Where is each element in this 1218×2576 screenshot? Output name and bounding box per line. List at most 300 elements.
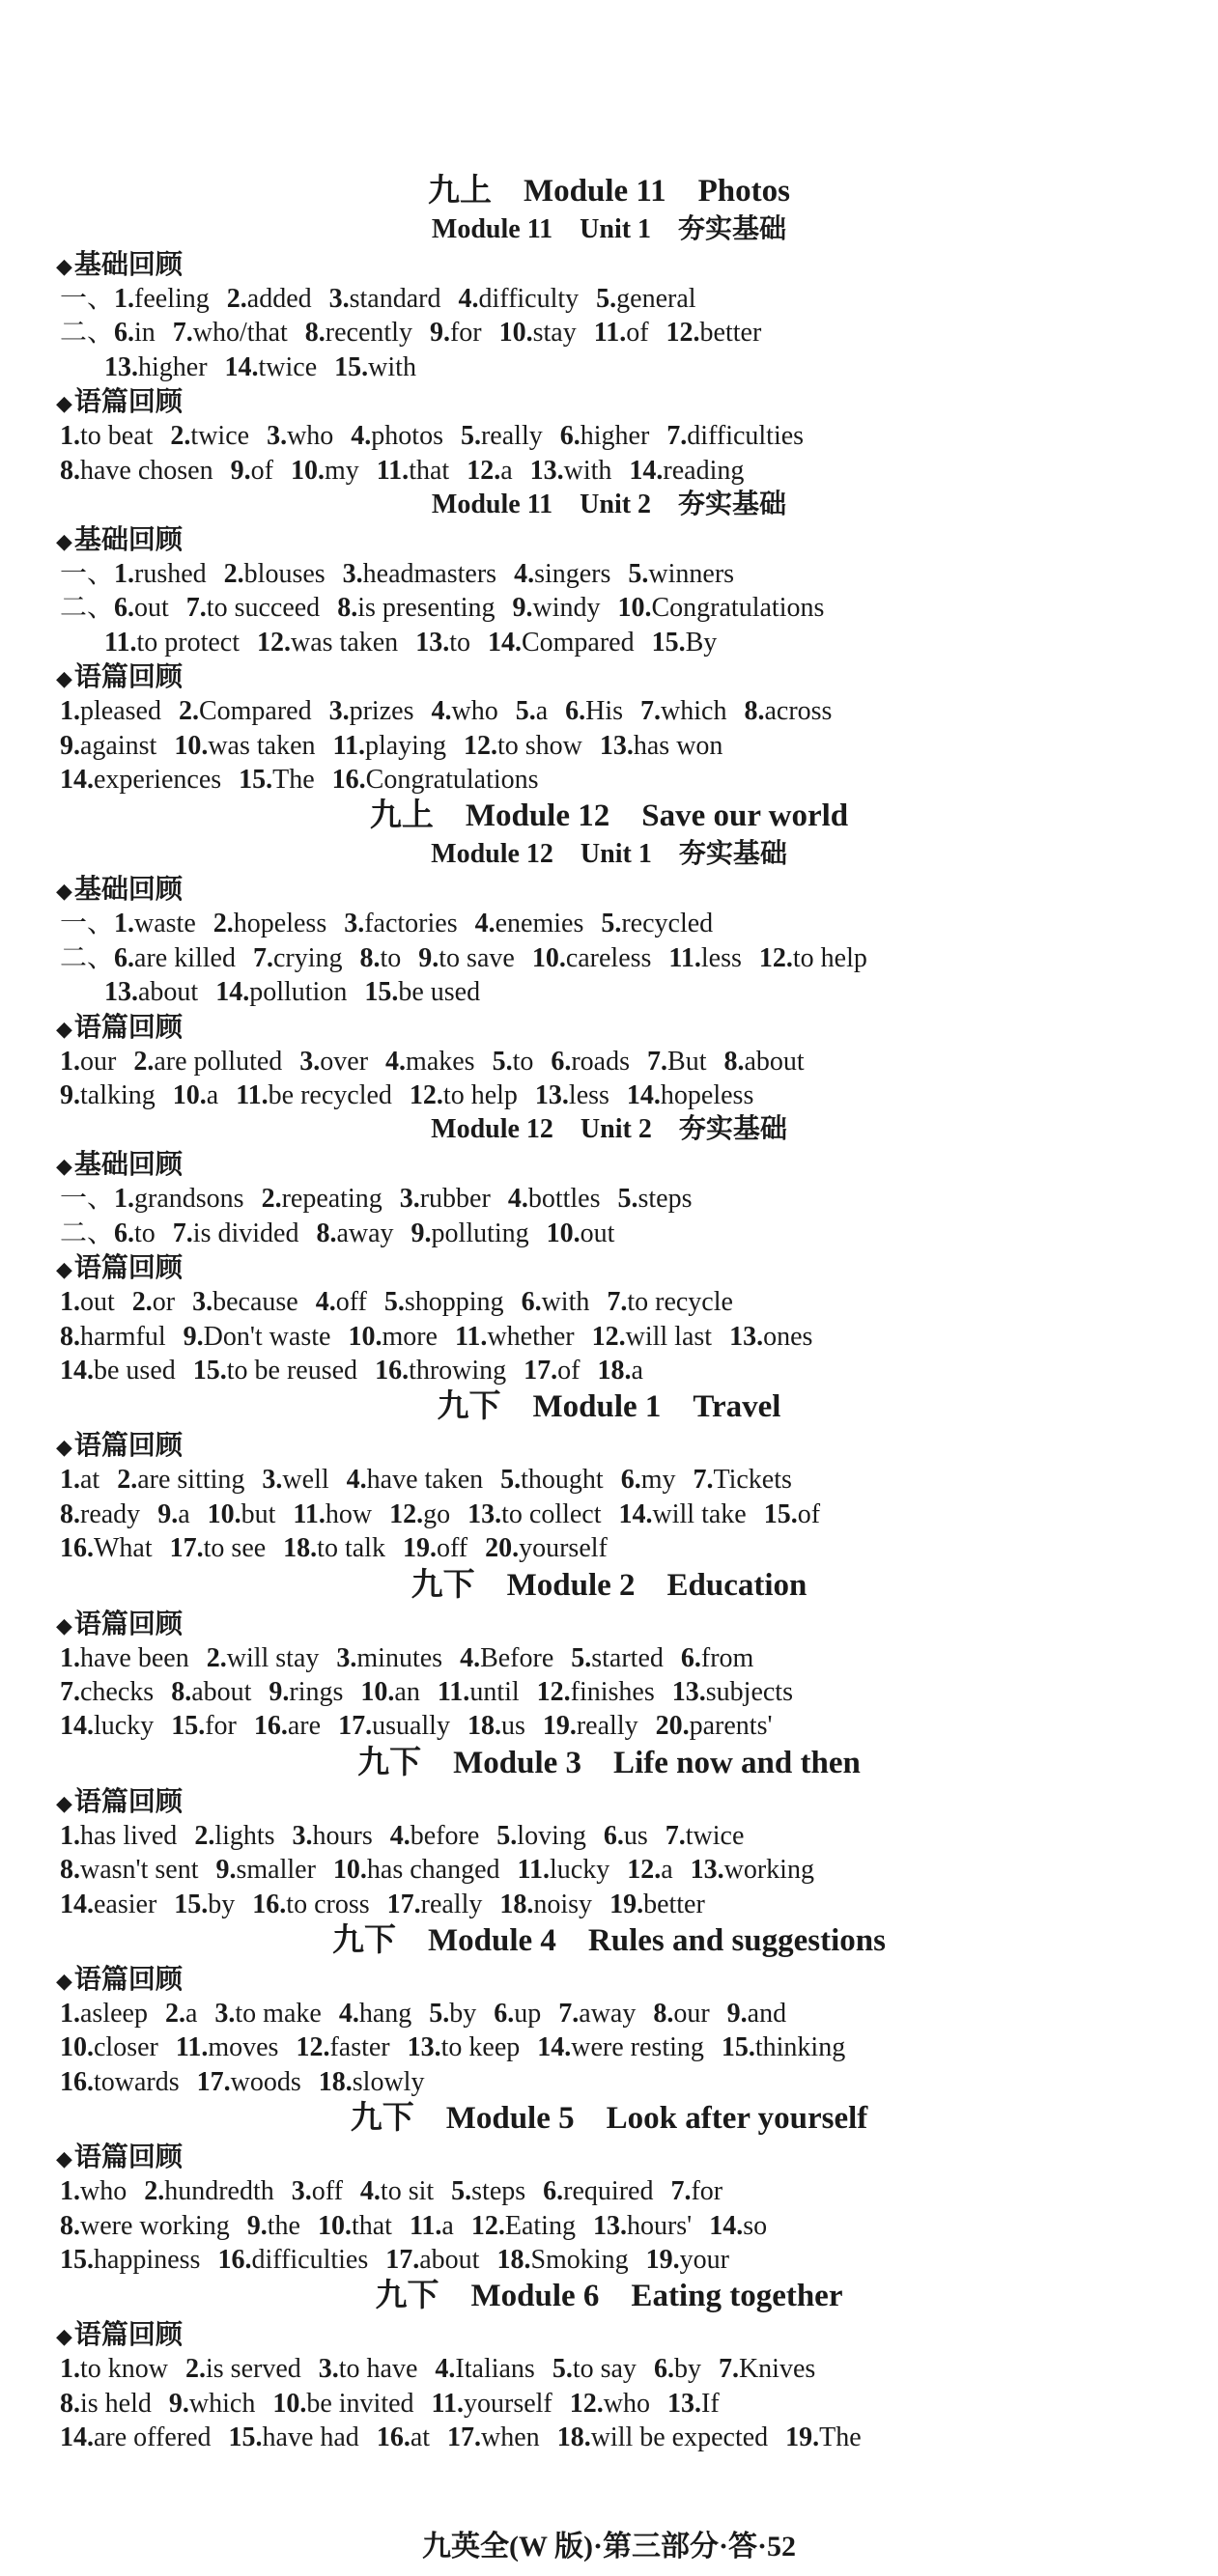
answer-number: 9. bbox=[429, 318, 450, 348]
answer-text: and bbox=[747, 1999, 787, 2029]
answer-text: about bbox=[744, 1047, 805, 1077]
answer-item bbox=[229, 2422, 359, 2452]
answer-number: 1. bbox=[60, 1465, 80, 1495]
answer-number: 8. bbox=[60, 1499, 80, 1529]
answer-item bbox=[337, 593, 495, 623]
answer-item bbox=[344, 909, 457, 938]
answer-item bbox=[207, 1643, 320, 1673]
part-prefix: 一、 bbox=[60, 1184, 115, 1214]
answer-number: 18. bbox=[597, 1356, 632, 1386]
answer-number: 17. bbox=[338, 1711, 373, 1741]
answer-text: roads bbox=[571, 1047, 631, 1077]
answer-item bbox=[609, 1890, 705, 1919]
answer-number: 13. bbox=[529, 456, 564, 486]
answer-text: an bbox=[394, 1677, 420, 1707]
answer-text: difficulties bbox=[251, 2245, 369, 2275]
answer-number: 9. bbox=[418, 943, 439, 973]
answer-item bbox=[60, 1499, 140, 1529]
answer-item bbox=[672, 1677, 793, 1707]
part-prefix: 一、 bbox=[60, 559, 115, 589]
answer-text: a bbox=[661, 1855, 673, 1885]
answer-text: is divided bbox=[192, 1218, 299, 1248]
answer-item bbox=[719, 2354, 815, 2384]
diamond-bullet-icon: ◆ bbox=[56, 1018, 72, 1042]
diamond-bullet-icon: ◆ bbox=[56, 1436, 72, 1460]
answer-text: who bbox=[603, 2389, 650, 2419]
answer-item bbox=[60, 1643, 189, 1673]
answer-item bbox=[430, 318, 482, 348]
answer-number: 10. bbox=[531, 943, 566, 973]
answer-item bbox=[157, 1499, 189, 1529]
answer-number: 11. bbox=[593, 318, 627, 348]
answer-item bbox=[666, 1821, 745, 1851]
answer-number: 5. bbox=[500, 1465, 522, 1495]
answer-text: to protect bbox=[136, 628, 240, 658]
answer-number: 7. bbox=[640, 696, 662, 726]
answer-number: 11. bbox=[668, 943, 701, 973]
answer-number: 19. bbox=[645, 2245, 680, 2275]
answer-number: 2. bbox=[164, 1999, 185, 2029]
answer-number: 8. bbox=[171, 1677, 192, 1707]
answer-number: 7. bbox=[185, 593, 207, 623]
answer-number: 4. bbox=[389, 1821, 411, 1851]
answer-text: yourself bbox=[519, 1533, 608, 1563]
answer-text: Before bbox=[480, 1643, 554, 1673]
answer-text: will take bbox=[652, 1499, 747, 1529]
answer-item bbox=[239, 765, 315, 795]
answer-text: rubber bbox=[419, 1184, 491, 1214]
answer-text: experiences bbox=[94, 765, 222, 795]
section-label-text: 语篇回顾 bbox=[73, 1251, 183, 1283]
answer-item bbox=[192, 1287, 298, 1317]
answer-item bbox=[447, 2422, 540, 2452]
module-heading: 九上 Module 11 Photos bbox=[428, 174, 790, 209]
answer-text: to recycle bbox=[627, 1287, 733, 1317]
answer-text: was taken bbox=[208, 731, 316, 761]
answer-number: 1. bbox=[60, 1643, 80, 1673]
answer-text: playing bbox=[364, 731, 446, 761]
answer-text: blouses bbox=[243, 559, 326, 589]
answer-item bbox=[215, 1855, 315, 1885]
section-label bbox=[56, 1010, 183, 1045]
answer-text: so bbox=[743, 2211, 768, 2241]
answer-number: 4. bbox=[435, 2354, 456, 2384]
answer-number: 13. bbox=[690, 1855, 724, 1885]
answer-text: to cross bbox=[286, 1890, 370, 1919]
answer-text: to see bbox=[203, 1533, 267, 1563]
part-prefix: 二、 bbox=[60, 318, 115, 348]
answer-item bbox=[184, 1322, 331, 1352]
answer-text: The bbox=[819, 2422, 862, 2452]
answer-number: 10. bbox=[360, 1677, 395, 1707]
answer-item bbox=[522, 1287, 590, 1317]
answer-text: have had bbox=[262, 2422, 359, 2452]
answer-number: 5. bbox=[496, 1821, 518, 1851]
answer-text: added bbox=[246, 284, 312, 314]
answer-number: 14. bbox=[709, 2211, 744, 2241]
answer-number: 6. bbox=[653, 2354, 674, 2384]
answer-item bbox=[360, 943, 402, 973]
answer-text: pleased bbox=[80, 696, 161, 726]
answer-text: have taken bbox=[366, 1465, 484, 1495]
answer-text: until bbox=[469, 1677, 520, 1707]
answer-item bbox=[60, 2032, 158, 2062]
section-label bbox=[56, 659, 183, 694]
unit-heading: Module 12 Unit 1 夯实基础 bbox=[431, 839, 787, 869]
answer-item bbox=[257, 628, 398, 658]
answer-number: 10. bbox=[617, 593, 652, 623]
answer-item bbox=[652, 628, 718, 658]
answer-text: a bbox=[441, 2211, 454, 2241]
answer-number: 9. bbox=[726, 1999, 748, 2029]
answer-line bbox=[60, 1498, 837, 1532]
answer-text: for bbox=[691, 2176, 723, 2206]
answer-number: 10. bbox=[174, 731, 209, 761]
answer-item bbox=[499, 1890, 592, 1919]
answer-item bbox=[193, 1356, 357, 1386]
answer-number: 1. bbox=[60, 696, 80, 726]
answer-text: closer bbox=[94, 2032, 158, 2062]
answer-number: 2. bbox=[117, 1465, 138, 1495]
answer-number: 1. bbox=[60, 2176, 80, 2206]
answer-text: the bbox=[267, 2211, 300, 2241]
answer-number: 19. bbox=[609, 1890, 644, 1919]
answer-item bbox=[494, 1999, 541, 2029]
answer-number: 14. bbox=[60, 2422, 94, 2452]
answer-item bbox=[594, 318, 649, 348]
answer-item bbox=[667, 2389, 720, 2419]
answer-number: 13. bbox=[592, 2211, 627, 2241]
answer-number: 20. bbox=[485, 1533, 520, 1563]
answer-item bbox=[565, 696, 623, 726]
answer-text: Congratulations bbox=[651, 593, 825, 623]
answer-line bbox=[60, 2209, 784, 2244]
answer-item bbox=[165, 1999, 197, 2029]
answer-text: to talk bbox=[317, 1533, 385, 1563]
answer-text: ones bbox=[763, 1322, 813, 1352]
answer-number: 17. bbox=[196, 2067, 231, 2097]
answer-line bbox=[60, 1217, 632, 1251]
answer-item bbox=[410, 2211, 454, 2241]
answer-number: 14. bbox=[60, 765, 94, 795]
answer-number: 11. bbox=[293, 1499, 326, 1529]
answer-line bbox=[60, 2352, 833, 2387]
answer-text: away bbox=[579, 1999, 637, 2029]
section-label-text: 语篇回顾 bbox=[73, 1608, 183, 1639]
answer-number: 9. bbox=[411, 1218, 432, 1248]
answer-text: a bbox=[184, 1999, 198, 2029]
answer-text: for bbox=[205, 1711, 237, 1741]
answer-item bbox=[60, 1465, 99, 1495]
answer-text: higher bbox=[138, 352, 208, 382]
answer-item bbox=[347, 1465, 484, 1495]
answer-line bbox=[104, 626, 734, 660]
answer-item bbox=[415, 628, 470, 658]
answer-item bbox=[60, 1533, 153, 1563]
answer-item bbox=[225, 352, 318, 382]
answer-item bbox=[377, 456, 449, 486]
answer-text: is presenting bbox=[357, 593, 496, 623]
part-prefix: 二、 bbox=[60, 593, 115, 623]
unit-heading: Module 12 Unit 2 夯实基础 bbox=[431, 1114, 787, 1144]
answer-text: stay bbox=[532, 318, 577, 348]
answer-number: 1. bbox=[60, 2354, 80, 2384]
answer-number: 3. bbox=[192, 1287, 213, 1317]
answer-text: difficulties bbox=[687, 421, 805, 451]
answer-line bbox=[60, 1531, 625, 1566]
answer-line bbox=[60, 1888, 722, 1922]
answer-number: 17. bbox=[386, 1890, 421, 1919]
answer-item bbox=[247, 2211, 300, 2241]
answer-item bbox=[293, 1821, 373, 1851]
answer-text: at bbox=[410, 2422, 431, 2452]
answer-text: your bbox=[679, 2245, 729, 2275]
answer-item bbox=[336, 1643, 442, 1673]
answer-text: higher bbox=[580, 421, 650, 451]
answer-item bbox=[647, 1047, 706, 1077]
answer-text: to bbox=[380, 943, 402, 973]
answer-text: recycled bbox=[621, 909, 714, 938]
answer-number: 17. bbox=[447, 2422, 482, 2452]
answer-number: 13. bbox=[415, 628, 450, 658]
answer-text: makes bbox=[406, 1047, 475, 1077]
answer-item bbox=[185, 2354, 301, 2384]
answer-text: shopping bbox=[404, 1287, 504, 1317]
answer-text: out bbox=[134, 593, 169, 623]
answer-text: of bbox=[797, 1499, 821, 1529]
answer-item bbox=[333, 1855, 500, 1885]
answer-number: 19. bbox=[785, 2422, 820, 2452]
answer-text: recently bbox=[325, 318, 412, 348]
answer-item bbox=[60, 2067, 180, 2097]
answer-number: 2. bbox=[194, 1821, 215, 1851]
answer-item bbox=[227, 284, 312, 314]
answer-item bbox=[114, 943, 236, 973]
answer-text: my bbox=[640, 1465, 676, 1495]
answer-number: 2. bbox=[206, 1643, 227, 1673]
answer-item bbox=[60, 696, 161, 726]
answer-item bbox=[532, 943, 652, 973]
answer-item bbox=[709, 2211, 767, 2241]
answer-item bbox=[329, 284, 441, 314]
answer-number: 11. bbox=[517, 1855, 550, 1885]
section-label-text: 语篇回顾 bbox=[73, 660, 183, 692]
answer-text: bottles bbox=[527, 1184, 601, 1214]
answer-number: 13. bbox=[534, 1080, 569, 1110]
answer-line bbox=[60, 1078, 771, 1113]
answer-text: thinking bbox=[754, 2032, 846, 2062]
answer-item bbox=[114, 593, 169, 623]
answer-number: 12. bbox=[467, 456, 501, 486]
answer-line bbox=[60, 2174, 740, 2209]
answer-text: from bbox=[700, 1643, 754, 1673]
answer-text: throwing bbox=[409, 1356, 507, 1386]
answer-number: 5. bbox=[460, 421, 481, 451]
answer-text: better bbox=[699, 318, 762, 348]
answer-number: 15. bbox=[334, 352, 369, 382]
answer-item bbox=[557, 2422, 768, 2452]
answer-item bbox=[269, 1677, 343, 1707]
answer-item bbox=[461, 421, 543, 451]
section-label-text: 语篇回顾 bbox=[73, 2141, 183, 2172]
answer-number: 2. bbox=[212, 909, 234, 938]
answer-number: 3. bbox=[399, 1184, 420, 1214]
section-label bbox=[56, 872, 183, 907]
answer-number: 14. bbox=[618, 1499, 653, 1529]
answer-item bbox=[60, 1287, 115, 1317]
answer-number: 5. bbox=[515, 696, 536, 726]
answer-number: 10. bbox=[60, 2032, 94, 2062]
answer-text: by bbox=[208, 1890, 236, 1919]
answer-text: If bbox=[701, 2389, 720, 2419]
answer-number: 9. bbox=[168, 2389, 189, 2419]
answer-item bbox=[560, 421, 650, 451]
answer-item bbox=[403, 1533, 467, 1563]
answer-line bbox=[60, 2421, 879, 2455]
answer-number: 4. bbox=[359, 2176, 381, 2206]
answer-text: less bbox=[700, 943, 742, 973]
answer-line bbox=[60, 2065, 441, 2100]
answer-number: 19. bbox=[542, 1711, 577, 1741]
answer-text: that bbox=[409, 456, 450, 486]
answer-item bbox=[518, 1855, 610, 1885]
answer-number: 11. bbox=[236, 1080, 269, 1110]
answer-text: waste bbox=[134, 909, 196, 938]
diamond-bullet-icon: ◆ bbox=[56, 2325, 72, 2349]
answer-number: 8. bbox=[60, 1855, 80, 1885]
answer-number: 14. bbox=[60, 1890, 94, 1919]
answer-number: 15. bbox=[763, 1499, 798, 1529]
answer-number: 7. bbox=[647, 1047, 668, 1077]
answer-item bbox=[305, 318, 412, 348]
answer-number: 3. bbox=[267, 421, 288, 451]
answer-number: 19. bbox=[402, 1533, 437, 1563]
answer-item bbox=[666, 318, 762, 348]
answer-text: us bbox=[500, 1711, 525, 1741]
answer-number: 12. bbox=[627, 1855, 662, 1885]
answer-number: 18. bbox=[556, 2422, 591, 2452]
answer-number: 13. bbox=[407, 2032, 441, 2062]
answer-item bbox=[508, 1184, 601, 1214]
answer-item bbox=[390, 1821, 480, 1851]
answer-number: 9. bbox=[246, 2211, 268, 2241]
answer-number: 2. bbox=[133, 1047, 155, 1077]
answer-item bbox=[60, 731, 156, 761]
answer-text: have been bbox=[80, 1643, 189, 1673]
answer-item bbox=[429, 1999, 476, 2029]
answer-number: 4. bbox=[315, 1287, 336, 1317]
answer-text: to know bbox=[80, 2354, 168, 2384]
answer-text: against bbox=[80, 731, 157, 761]
answer-number: 7. bbox=[693, 1465, 714, 1495]
answer-item bbox=[169, 2389, 255, 2419]
answer-item bbox=[460, 1643, 553, 1673]
answer-item bbox=[656, 1711, 773, 1741]
answer-line bbox=[60, 2387, 737, 2422]
module-heading: 九下 Module 5 Look after yourself bbox=[350, 2101, 868, 2136]
answer-text: rushed bbox=[134, 559, 207, 589]
unit-heading: Module 11 Unit 2 夯实基础 bbox=[431, 490, 787, 519]
answer-text: crying bbox=[272, 943, 343, 973]
answer-text: to help bbox=[792, 943, 867, 973]
answer-number: 12. bbox=[296, 2032, 330, 2062]
module-heading: 九上 Module 12 Save our world bbox=[369, 798, 849, 833]
answer-text: Compared bbox=[521, 628, 635, 658]
answer-number: 11. bbox=[409, 2211, 442, 2241]
answer-line bbox=[60, 729, 740, 764]
answer-line bbox=[60, 557, 751, 592]
answer-text: our bbox=[673, 1999, 710, 2029]
section-label bbox=[56, 1250, 183, 1285]
answer-number: 5. bbox=[383, 1287, 405, 1317]
answer-item bbox=[543, 1711, 638, 1741]
answer-number: 14. bbox=[629, 456, 664, 486]
answer-number: 17. bbox=[169, 1533, 204, 1563]
answer-number: 20. bbox=[655, 1711, 690, 1741]
answer-number: 3. bbox=[292, 1821, 313, 1851]
answer-line bbox=[60, 1182, 709, 1217]
answer-line bbox=[60, 316, 779, 350]
answer-item bbox=[267, 421, 333, 451]
answer-number: 14. bbox=[537, 2032, 572, 2062]
answer-text: Knives bbox=[738, 2354, 816, 2384]
answer-number: 4. bbox=[351, 421, 372, 451]
answer-text: Italians bbox=[455, 2354, 535, 2384]
answer-item bbox=[408, 2032, 521, 2062]
answer-item bbox=[343, 559, 496, 589]
answer-item bbox=[668, 943, 741, 973]
answer-number: 5. bbox=[429, 1999, 450, 2029]
answer-number: 11. bbox=[104, 628, 137, 658]
answer-item bbox=[500, 1465, 604, 1495]
answer-text: What bbox=[94, 1533, 153, 1563]
answer-item bbox=[571, 1643, 664, 1673]
answer-text: is served bbox=[206, 2354, 301, 2384]
answer-item bbox=[493, 1047, 534, 1077]
answer-item bbox=[171, 1677, 251, 1707]
answer-text: harmful bbox=[80, 1322, 166, 1352]
answer-item bbox=[173, 1080, 218, 1110]
answer-text: who bbox=[287, 421, 334, 451]
answer-number: 2. bbox=[223, 559, 244, 589]
answer-item bbox=[262, 1184, 382, 1214]
answer-number: 6. bbox=[551, 1047, 572, 1077]
answer-item bbox=[537, 1677, 655, 1707]
answer-text: be recycled bbox=[268, 1080, 392, 1110]
answer-line bbox=[60, 1819, 761, 1854]
answer-line bbox=[60, 1675, 810, 1710]
answer-item bbox=[759, 943, 867, 973]
answer-item bbox=[262, 1465, 328, 1495]
answer-number: 4. bbox=[460, 1643, 481, 1673]
answer-text: hang bbox=[358, 1999, 412, 2029]
answer-number: 2. bbox=[144, 2176, 165, 2206]
answer-item bbox=[619, 1499, 747, 1529]
answer-number: 7. bbox=[252, 943, 273, 973]
answer-item bbox=[319, 2067, 425, 2097]
section-label bbox=[56, 1962, 183, 1997]
answer-number: 10. bbox=[172, 1080, 207, 1110]
answer-number: 12. bbox=[536, 1677, 571, 1707]
answer-text: factories bbox=[364, 909, 458, 938]
answer-line bbox=[60, 1463, 809, 1498]
answer-number: 16. bbox=[252, 1890, 287, 1919]
answer-item bbox=[601, 909, 713, 938]
answer-item bbox=[537, 2032, 704, 2062]
answer-text: faster bbox=[329, 2032, 390, 2062]
section-label-text: 语篇回顾 bbox=[73, 1429, 183, 1461]
answer-number: 9. bbox=[215, 1855, 237, 1885]
